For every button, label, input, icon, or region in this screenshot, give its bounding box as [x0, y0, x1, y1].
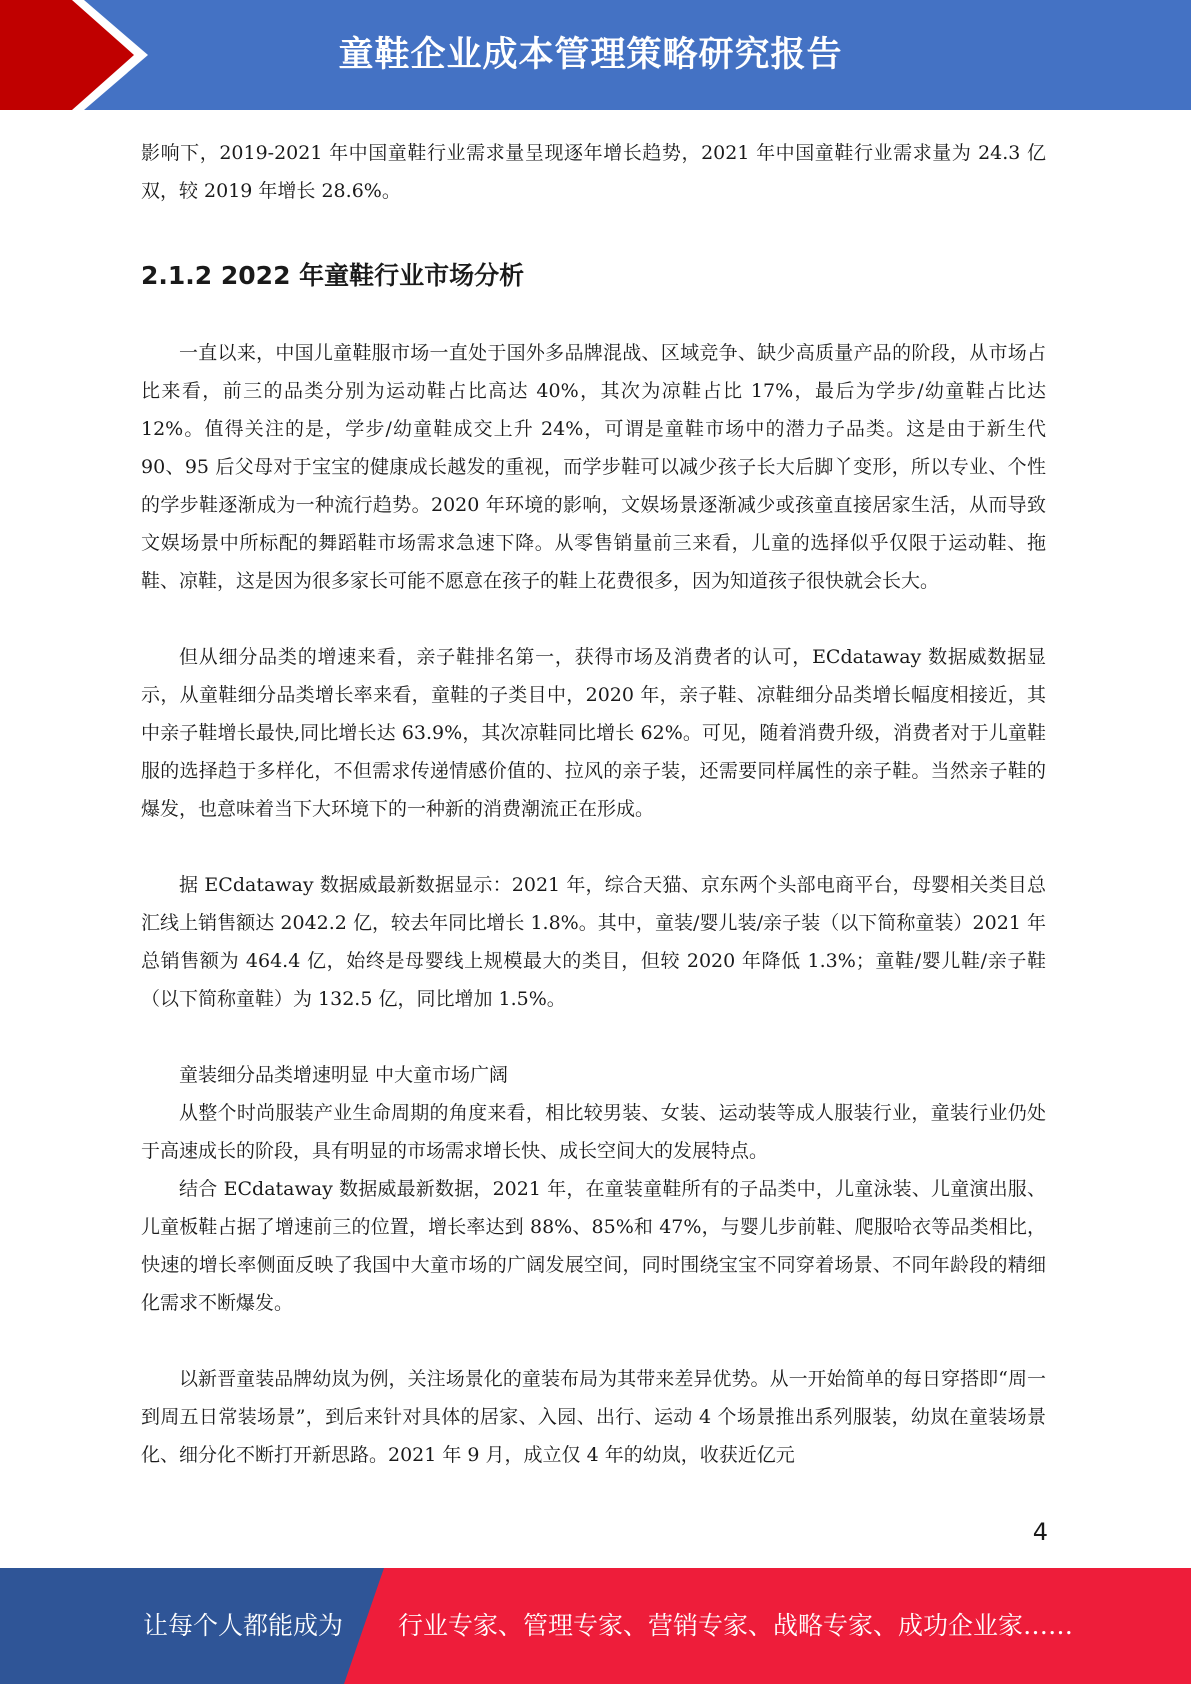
section-heading: 2.1.2 2022 年童鞋行业市场分析 — [141, 261, 525, 290]
paragraph-growth-rates: 结合 ECdataway 数据威最新数据，2021 年，在童装童鞋所有的子品类中，儿童泳装、儿童演出服、儿童板鞋占据了增速前三的位置，增长率达到 88%、85%和 47%，与婴儿步前鞋、爬服哈衣等品类相比，快速的增长率侧面反映了我国中大童市场的广阔发展空间，同时围绕宝宝不同穿着场景、不同年龄段的精细化需求不断爆发。 — [141, 1178, 1046, 1314]
report-title: 童鞋企业成本管理策略研究报告 — [338, 35, 843, 75]
paragraph-online-sales: 据 ECdataway 数据威最新数据显示：2021 年，综合天猫、京东两个头部电商平台，母婴相关类目总汇线上销售额达 2042.2 亿，较去年同比增长 1.8%。其中，童装/婴儿装/亲子装（以下简称童装）2021 年总销售额为 464.4 亿，始终是母婴线上规模最大的类目，但较 2020 年降低 1.3%；童鞋/婴儿鞋/亲子鞋（以下简称童鞋）为 132.5 亿，同比增加 1.5%。 — [141, 874, 1046, 1010]
page-header — [0, 0, 1191, 110]
page-content — [141, 134, 1046, 1474]
paragraph-continued: 影响下，2019-2021 年中国童鞋行业需求量呈现逐年增长趋势，2021 年中国童鞋行业需求量为 24.3 亿双，较 2019 年增长 28.6%。 — [141, 142, 1046, 202]
paragraph-subheading: 童装细分品类增速明显 中大童市场广阔 — [179, 1064, 509, 1086]
paragraph-brand-example: 以新晋童装品牌幼岚为例，关注场景化的童装布局为其带来差异优势。从一开始简单的每日穿搭即“周一到周五日常装场景”，到后来针对具体的居家、入园、出行、运动 4 个场景推出系列服装，幼岚在童装场景化、细分化不断打开新思路。2021 年 9 月，成立仅 4 年的幼岚，收获近亿元 — [141, 1368, 1046, 1466]
footer-slogan-right: 行业专家、管理专家、营销专家、战略专家、成功企业家…… — [398, 1611, 1074, 1640]
paragraph-industry-lifecycle: 从整个时尚服装产业生命周期的角度来看，相比较男装、女装、运动装等成人服装行业，童装行业仍处于高速成长的阶段，具有明显的市场需求增长快、成长空间大的发展特点。 — [141, 1102, 1046, 1162]
page-footer — [0, 1568, 1191, 1684]
footer-slogan-left: 让每个人都能成为 — [143, 1611, 344, 1640]
paragraph-market-share: 一直以来，中国儿童鞋服市场一直处于国外多品牌混战、区域竞争、缺少高质量产品的阶段，从市场占比来看，前三的品类分别为运动鞋占比高达 40%，其次为凉鞋占比 17%，最后为学步/幼童鞋占比达 12%。值得关注的是，学步/幼童鞋成交上升 24%，可谓是童鞋市场中的潜力子品类。这是由于新生代 90、95 后父母对于宝宝的健康成长越发的重视，而学步鞋可以减少孩子长大后脚丫变形，所以专业、个性的学步鞋逐渐成为一种流行趋势。2020 年环境的影响，文娱场景逐渐减少或孩童直接居家生活，从而导致文娱场景中所标配的舞蹈鞋市场需求急速下降。从零售销量前三来看，儿童的选择似乎仅限于运动鞋、拖鞋、凉鞋，这是因为很多家长可能不愿意在孩子的鞋上花费很多，因为知道孩子很快就会长大。 — [141, 342, 1046, 592]
paragraph-subcategory-growth: 但从细分品类的增速来看，亲子鞋排名第一，获得市场及消费者的认可，ECdataway 数据威数据显示，从童鞋细分品类增长率来看，童鞋的子类目中，2020 年，亲子鞋、凉鞋细分品类增长幅度相接近，其中亲子鞋增长最快,同比增长达 63.9%，其次凉鞋同比增长 62%。可见，随着消费升级，消费者对于儿童鞋服的选择趋于多样化，不但需求传递情感价值的、拉风的亲子装，还需要同样属性的亲子鞋。当然亲子鞋的爆发，也意味着当下大环境下的一种新的消费潮流正在形成。 — [141, 646, 1046, 820]
page-number: 4 — [1032, 1518, 1048, 1546]
